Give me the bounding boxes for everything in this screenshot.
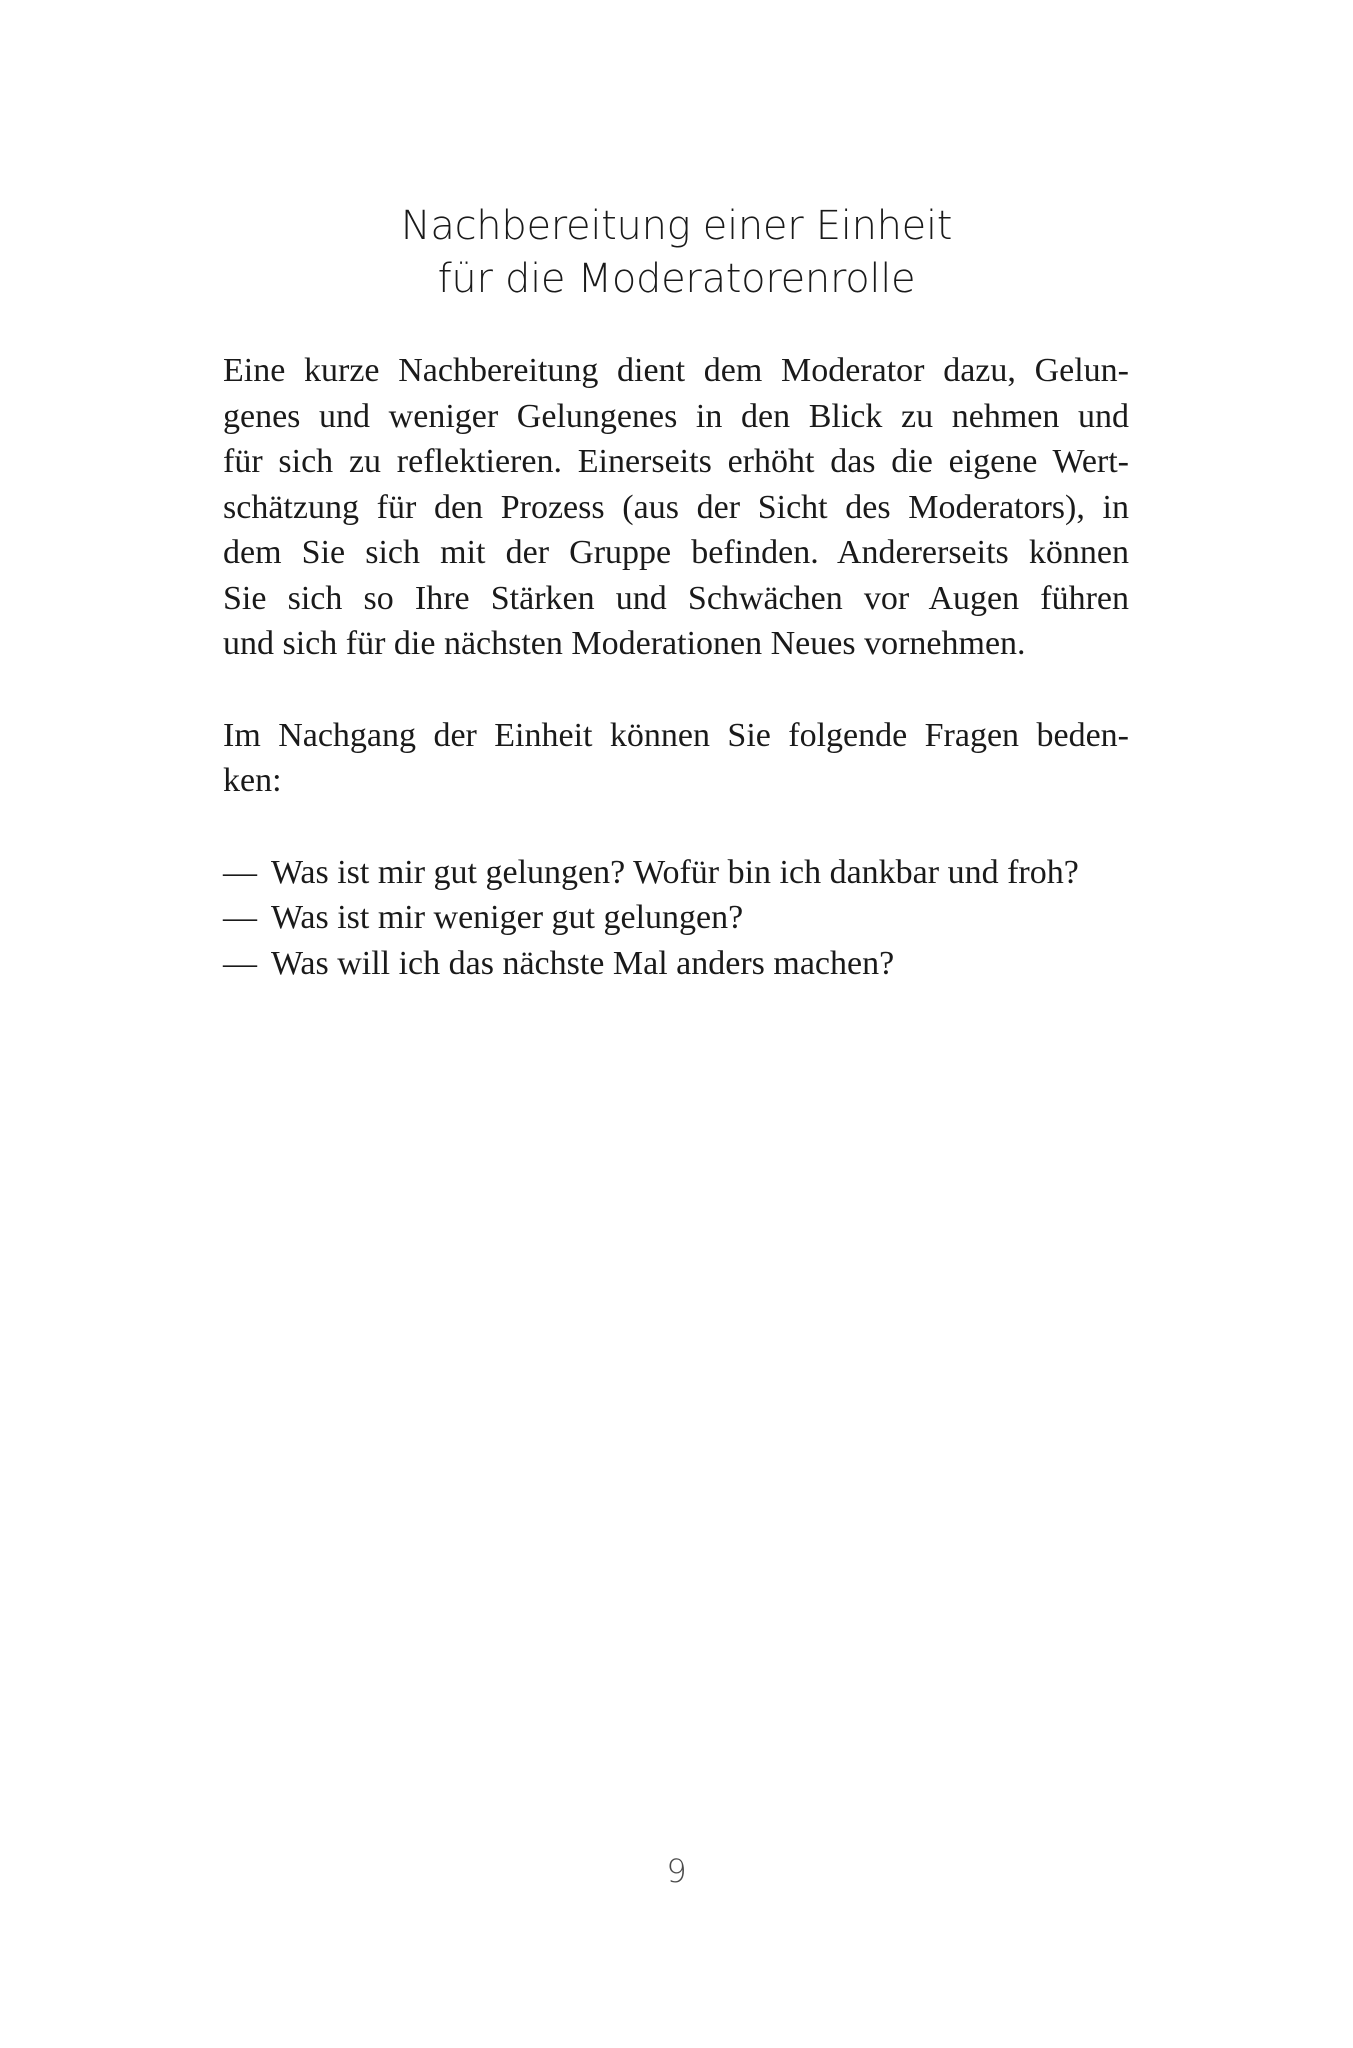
page-title-line-2: für die Moderatorenrolle [437,256,916,302]
list-item [223,850,1129,896]
paragraph-line: Eine kurze Nachbereitung dient dem Moderator dazu, Gelun- [223,352,1129,389]
paragraph-line: dem Sie sich mit der Gruppe befinden. Andererseits können [223,534,1129,571]
page-number: 9 [666,1852,687,1890]
list-item [223,941,1129,987]
body-text [223,348,1129,986]
paragraph-line: für sich zu reflektieren. Einerseits erhöht das die eigene Wert- [223,443,1129,480]
paragraph-line: Sie sich so Ihre Stärken und Schwächen vor Augen führen [223,579,1129,617]
dash-bullet: — [223,899,257,936]
paragraph-line: genes und weniger Gelungenes in den Blick zu nehmen und [223,397,1129,435]
paragraph-line: Im Nachgang der Einheit können Sie folgende Fragen beden- [223,716,1129,754]
list-item-text: Was ist mir gut gelungen? Wofür bin ich dankbar und froh? [271,853,1079,891]
paragraph-line: schätzung für den Prozess (aus der Sicht des Moderators), in [223,488,1129,526]
list-item-text: Was ist mir weniger gut gelungen? [271,899,744,936]
paragraph-line: ken: [223,762,282,799]
questions-intro-paragraph [223,713,1129,804]
paragraph-line: und sich für die nächsten Moderationen Neues vornehmen. [223,625,1026,662]
page-title-line-1: Nachbereitung einer Einheit [400,203,953,249]
page-title [0,200,1353,306]
dash-bullet: — [223,944,257,982]
dash-bullet: — [223,853,257,891]
questions-list [223,850,1129,987]
list-item [223,895,1129,941]
intro-paragraph [223,348,1129,667]
list-item-text: Was will ich das nächste Mal anders machen? [271,944,895,982]
